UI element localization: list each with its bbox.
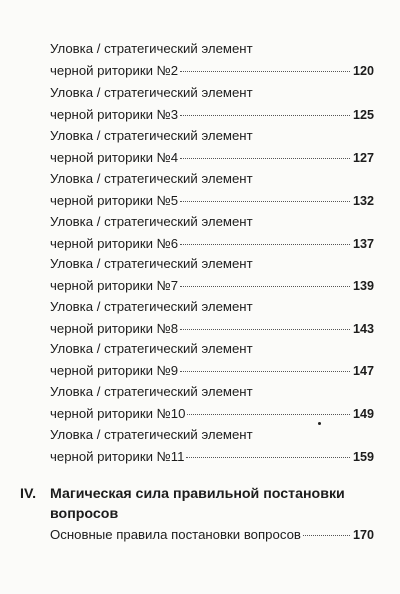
toc-entry[interactable] bbox=[50, 381, 374, 425]
toc-entry-title-line1: Уловка / стратегический элемент bbox=[50, 299, 253, 314]
page-number: 170 bbox=[352, 528, 374, 542]
toc-entry-title-line2: черной риторики №4 bbox=[50, 150, 179, 165]
toc-entry-title-line1: Уловка / стратегический элемент bbox=[50, 128, 253, 143]
section-title: Магическая сила правильной постановки вопросов bbox=[50, 486, 345, 522]
page-number: 139 bbox=[352, 279, 374, 293]
dot-leader bbox=[180, 286, 350, 287]
toc-entry-title-line2: черной риторики №7 bbox=[50, 278, 179, 293]
toc-entry-title-line1: Уловка / стратегический элемент bbox=[50, 41, 253, 56]
section-number: IV. bbox=[20, 486, 37, 502]
dot-leader bbox=[180, 371, 350, 372]
toc-entry[interactable] bbox=[50, 338, 374, 382]
toc-entry-title-line1: Уловка / стратегический элемент bbox=[50, 427, 253, 442]
toc-entry[interactable] bbox=[50, 253, 374, 297]
subsection-title: Основные правила постановки вопросов bbox=[50, 527, 301, 542]
toc-entry[interactable] bbox=[50, 125, 374, 169]
toc-entry[interactable] bbox=[50, 296, 374, 340]
dot-leader bbox=[180, 71, 350, 72]
page-number: 125 bbox=[352, 108, 374, 122]
toc-entry-title-line1: Уловка / стратегический элемент bbox=[50, 341, 253, 356]
toc-entry[interactable] bbox=[50, 38, 374, 82]
dot-leader bbox=[187, 414, 350, 415]
toc-entry-title-line2: черной риторики №10 bbox=[50, 406, 186, 421]
page-number: 149 bbox=[352, 407, 374, 421]
page-number: 127 bbox=[352, 151, 374, 165]
dot-leader bbox=[180, 244, 350, 245]
dot-leader bbox=[303, 535, 350, 536]
toc-entry[interactable] bbox=[50, 168, 374, 212]
page-number: 137 bbox=[352, 237, 374, 251]
toc-entry-title-line1: Уловка / стратегический элемент bbox=[50, 171, 253, 186]
toc-entry-title-line1: Уловка / стратегический элемент bbox=[50, 85, 253, 100]
toc-entry-title-line2: черной риторики №9 bbox=[50, 363, 179, 378]
page-number: 132 bbox=[352, 194, 374, 208]
toc-subsection[interactable] bbox=[50, 524, 374, 546]
toc-entry-title-line2: черной риторики №5 bbox=[50, 193, 179, 208]
dot-leader bbox=[186, 457, 350, 458]
dot-leader bbox=[180, 158, 350, 159]
dot-leader bbox=[180, 329, 350, 330]
toc-entry-title-line1: Уловка / стратегический элемент bbox=[50, 384, 253, 399]
toc-entry[interactable] bbox=[50, 211, 374, 255]
dot-leader bbox=[180, 115, 350, 116]
page-number: 147 bbox=[352, 364, 374, 378]
toc-entry[interactable] bbox=[50, 424, 374, 468]
page-number: 120 bbox=[352, 64, 374, 78]
dot-leader bbox=[180, 201, 350, 202]
toc-entry-title-line2: черной риторики №3 bbox=[50, 107, 179, 122]
toc-entry-title-line2: черной риторики №6 bbox=[50, 236, 179, 251]
toc-entry-title-line1: Уловка / стратегический элемент bbox=[50, 214, 253, 229]
toc-entry[interactable] bbox=[50, 82, 374, 126]
toc-entry-title-line1: Уловка / стратегический элемент bbox=[50, 256, 253, 271]
print-speck bbox=[318, 422, 321, 425]
toc-entry-title-line2: черной риторики №2 bbox=[50, 63, 179, 78]
toc-entry-title-line2: черной риторики №8 bbox=[50, 321, 179, 336]
toc-entry-title-line2: черной риторики №11 bbox=[50, 449, 185, 464]
page-number: 159 bbox=[352, 450, 374, 464]
page-number: 143 bbox=[352, 322, 374, 336]
